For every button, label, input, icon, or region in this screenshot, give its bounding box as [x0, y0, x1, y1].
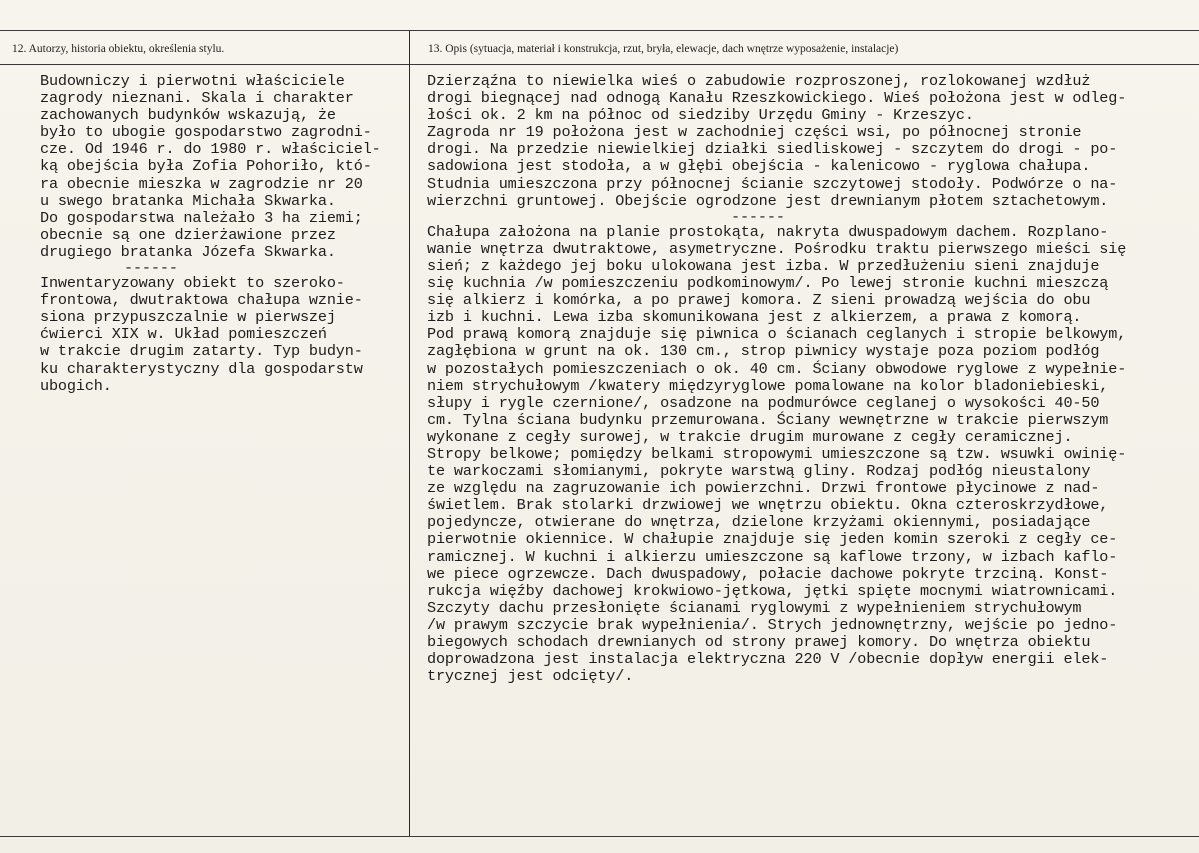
- text-line: w trakcie drugim zatarty. Typ budyn-: [40, 342, 363, 361]
- text-line: wierzchni gruntowej. Obejście ogrodzone jest drewnianym płotem sztachetowym.: [427, 191, 1109, 210]
- text-line: trycznej jest odcięty/.: [427, 667, 634, 686]
- text-line: drugiego bratanka Józefa Skwarka.: [40, 242, 336, 261]
- text-line: siona przypuszczalnie w pierwszej: [40, 308, 336, 327]
- text-line: świetlem. Brak stolarki drzwiowej we wnętrzu obiektu. Okna czteroskrzydłowe,: [427, 496, 1109, 515]
- top-border-line: [0, 30, 1199, 31]
- text-line: zagrody nieznani. Skala i charakter: [40, 89, 354, 108]
- text-line: było to ubogie gospodarstwo zagrodni-: [40, 123, 372, 142]
- text-line: sadowiona jest stodoła, a w głębi obejścia - kalenicowo - ryglowa chałupa.: [427, 157, 1091, 176]
- text-line: Inwentaryzowany obiekt to szeroko-: [40, 274, 345, 293]
- text-line: wykonane z cegły surowej, w trakcie drugim murowane z cegły ceramicznej.: [427, 427, 1073, 446]
- text-line: frontowa, dwutraktowa chałupa wznie-: [40, 291, 363, 310]
- text-line: cm. Tylna ściana budynku przemurowana. Ściany wewnętrzne w trakcie pierwszym: [427, 410, 1109, 429]
- text-line: ra obecnie mieszka w zagrodzie nr 20: [40, 174, 363, 193]
- text-line: drogi. Na przedzie niewielkiej działki siedliskowej - szczytem do drogi - po-: [427, 140, 1118, 159]
- text-line: biegowych schodach drewnianych od strony prawej komory. Do wnętrza obiektu: [427, 633, 1091, 651]
- text-line: ze względu na zagruzowanie ich powierzchni. Drzwi frontowe płycinowe z nad-: [427, 479, 1100, 498]
- text-line: rukcja więźby dachowej krokwiowo-jętkowa, jętki spięte mocnymi wiatrownicami.: [427, 581, 1118, 600]
- left-section-header: 12. Autorzy, historia obiektu, określenia stylu.: [12, 43, 225, 55]
- text-line: Stropy belkowe; pomiędzy belkami stropowymi umieszczone są tzw. wsuwki owinię-: [427, 444, 1127, 463]
- text-line: sień; z każdego jej boku ulokowana jest izba. W przedłużeniu sieni znajduje: [427, 256, 1100, 275]
- header-underline: [0, 64, 1199, 65]
- text-line: u swego bratanka Michała Skwarka.: [40, 191, 336, 210]
- text-line: niem strychułowym /kwatery międzyryglowe pomalowane na kolor bladoniebieski,: [427, 376, 1109, 395]
- text-line: Studnia umieszczona przy północnej ścianie szczytowej stodoły. Podwórze o na-: [427, 174, 1118, 193]
- text-line: doprowadzona jest instalacja elektryczna 220 V /obecnie dopływ energii elek-: [427, 650, 1109, 669]
- text-line: zachowanych budynków wskazują, że: [40, 106, 336, 125]
- right-body-text: [427, 73, 1126, 685]
- column-divider: [409, 30, 410, 836]
- text-line: te warkoczami słomianymi, pokryte warstwą gliny. Rodzaj podłóg nieustalony: [427, 462, 1091, 481]
- text-line: Budowniczy i pierwotni właściciele: [40, 72, 345, 90]
- text-line: ku charakterystyczny dla gospodarstw: [40, 359, 363, 378]
- text-line: zagłębiona w grunt na ok. 130 cm., strop piwnicy wystaje poza poziom podłóg: [427, 342, 1100, 361]
- text-line: ćwierci XIX w. Układ pomieszczeń: [40, 325, 327, 344]
- text-line: Zagroda nr 19 położona jest w zachodniej części wsi, po północnej stronie: [427, 123, 1082, 142]
- text-line: w pozostałych pomieszczeniach o ok. 40 cm. Ściany obwodowe ryglowe z wypełnie-: [427, 359, 1127, 378]
- text-line: cze. Od 1946 r. do 1980 r. właściciel-: [40, 140, 381, 159]
- bottom-border-line: [0, 836, 1199, 837]
- text-line: obecnie są one dzierżawione przez: [40, 225, 336, 244]
- text-line: wanie wnętrza dwutraktowe, asymetryczne. Pośrodku traktu pierwszego mieści się: [427, 239, 1127, 258]
- text-line: pierwotnie okiennice. W chałupie znajduje się jeden komin szeroki z cegły ce-: [427, 530, 1118, 549]
- text-line: we piece ogrzewcze. Dach dwuspadowy, połacie dachowe pokryte trzciną. Konst-: [427, 564, 1109, 583]
- text-line: izb i kuchni. Lewa izba skomunikowana jest z alkierzem, a prawa z komorą.: [427, 308, 1082, 327]
- text-line: ramicznej. W kuchni i alkierzu umieszczone są kaflowe trzony, w izbach kaflo-: [427, 547, 1118, 566]
- text-line: /w prawym szczycie brak wypełnienia/. Strych jednownętrzny, wejście po jedno-: [427, 615, 1118, 634]
- text-line: się alkierz i komórka, a po prawej komora. Z sieni prowadzą wejścia do obu: [427, 291, 1091, 310]
- text-line: słupy i rygle czernione/, osadzone na podmurówce ceglanej o wysokości 40-50: [427, 393, 1100, 412]
- text-line: ubogich.: [40, 376, 112, 395]
- text-line: Szczyty dachu przesłonięte ścianami ryglowymi z wypełnieniem strychułowym: [427, 598, 1082, 617]
- text-line: drogi biegnącej nad odnogą Kanału Rzeszkowickiego. Wieś położona jest w odleg-: [427, 89, 1127, 108]
- left-body-text: [40, 73, 381, 395]
- text-line: łości ok. 2 km na północ od siedziby Urzędu Gminy - Krzeszyc.: [427, 106, 974, 125]
- right-section-header: 13. Opis (sytuacja, materiał i konstrukcja, rzut, bryła, elewacje, dach wnętrze wyposażenie, instalacje): [428, 43, 899, 55]
- text-line: Dzierząźna to niewielka wieś o zabudowie rozproszonej, rozlokowanej wzdłuż: [427, 72, 1091, 90]
- text-line: Pod prawą komorą znajduje się piwnica o ścianach ceglanych i stropie belkowym,: [427, 325, 1127, 344]
- text-line: Chałupa założona na planie prostokąta, nakryta dwuspadowym dachem. Rozplano-: [427, 222, 1109, 241]
- section-separator: ------: [731, 207, 785, 226]
- text-line: pojedyncze, otwierane do wnętrza, dzielone krzyżami okiennymi, posiadające: [427, 513, 1091, 532]
- section-separator: ------: [124, 259, 178, 278]
- text-line: Do gospodarstwa należało 3 ha ziemi;: [40, 208, 363, 227]
- text-line: ką obejścia była Zofia Pohoriło, któ-: [40, 157, 372, 176]
- text-line: się kuchnia /w pomieszczeniu podkominowym/. Po lewej stronie kuchni mieszczą: [427, 274, 1109, 293]
